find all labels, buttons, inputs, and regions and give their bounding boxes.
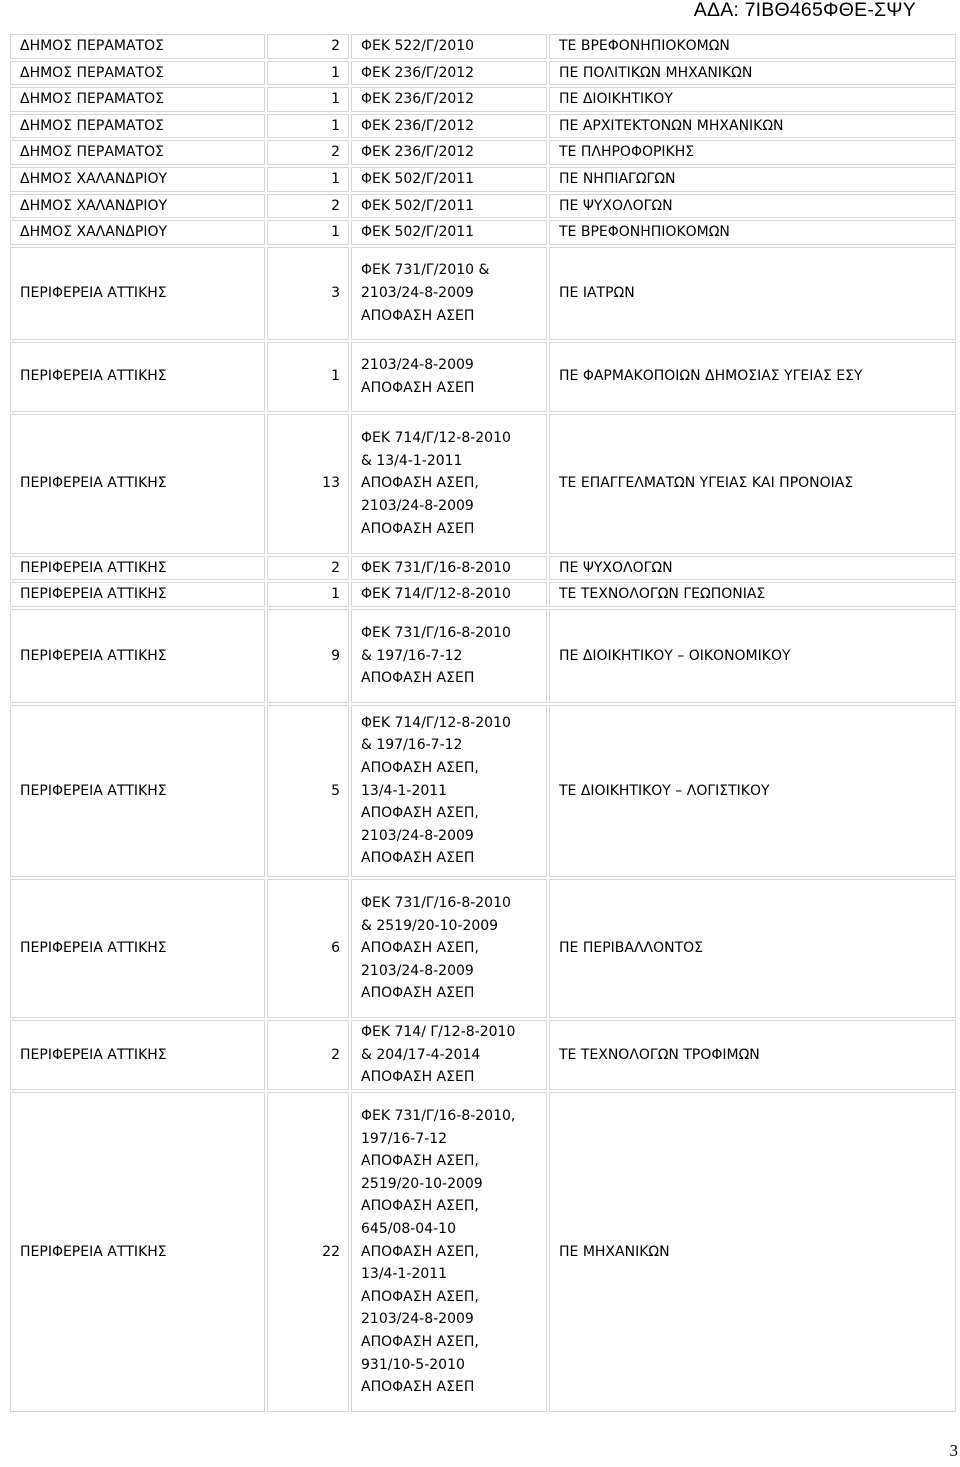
- specialty-cell: ΠΕ ΠΟΛΙΤΙΚΩΝ ΜΗΧΑΝΙΚΩΝ: [549, 61, 956, 86]
- count-cell: 6: [267, 879, 349, 1018]
- specialty-cell: ΠΕ ΜΗΧΑΝΙΚΩΝ: [549, 1092, 956, 1412]
- table-row: [10, 342, 956, 412]
- table-row: [10, 582, 956, 607]
- entity-cell: ΠΕΡΙΦΕΡΕΙΑ ΑΤΤΙΚΗΣ: [10, 879, 265, 1018]
- count-cell: 2: [267, 140, 349, 165]
- entity-cell: ΔΗΜΟΣ ΧΑΛΑΝΔΡΙΟΥ: [10, 220, 265, 245]
- entity-cell: ΔΗΜΟΣ ΧΑΛΑΝΔΡΙΟΥ: [10, 167, 265, 192]
- specialty-cell: ΤΕ ΤΕΧΝΟΛΟΓΩΝ ΤΡΟΦΙΜΩΝ: [549, 1020, 956, 1090]
- entity-cell: ΠΕΡΙΦΕΡΕΙΑ ΑΤΤΙΚΗΣ: [10, 705, 265, 877]
- table-row: [10, 114, 956, 139]
- specialty-cell: ΠΕ ΔΙΟΙΚΗΤΙΚΟΥ – ΟΙΚΟΝΟΜΙΚΟΥ: [549, 609, 956, 703]
- specialty-cell: ΤΕ ΒΡΕΦΟΝΗΠΙΟΚΟΜΩΝ: [549, 220, 956, 245]
- entity-cell: ΔΗΜΟΣ ΠΕΡΑΜΑΤΟΣ: [10, 34, 265, 59]
- reference-cell: ΦΕΚ 714/ Γ/12-8-2010 & 204/17-4-2014 ΑΠΟΦΑΣΗ ΑΣΕΠ: [351, 1020, 547, 1090]
- reference-cell: ΦΕΚ 714/Γ/12-8-2010 & 197/16-7-12 ΑΠΟΦΑΣΗ ΑΣΕΠ, 13/4-1-2011 ΑΠΟΦΑΣΗ ΑΣΕΠ, 2103/24-8-2009 ΑΠΟΦΑΣΗ ΑΣΕΠ: [351, 705, 547, 877]
- specialty-cell: ΤΕ ΒΡΕΦΟΝΗΠΙΟΚΟΜΩΝ: [549, 34, 956, 59]
- count-cell: 9: [267, 609, 349, 703]
- reference-cell: ΦΕΚ 236/Γ/2012: [351, 87, 547, 112]
- reference-cell: ΦΕΚ 236/Γ/2012: [351, 114, 547, 139]
- specialty-cell: ΠΕ ΔΙΟΙΚΗΤΙΚΟΥ: [549, 87, 956, 112]
- specialty-cell: ΤΕ ΠΛΗΡΟΦΟΡΙΚΗΣ: [549, 140, 956, 165]
- table-row: [10, 247, 956, 340]
- entity-cell: ΠΕΡΙΦΕΡΕΙΑ ΑΤΤΙΚΗΣ: [10, 609, 265, 703]
- table-row: [10, 140, 956, 165]
- table-row: [10, 705, 956, 877]
- table-row: [10, 61, 956, 86]
- entity-cell: ΠΕΡΙΦΕΡΕΙΑ ΑΤΤΙΚΗΣ: [10, 247, 265, 340]
- reference-cell: ΦΕΚ 522/Γ/2010: [351, 34, 547, 59]
- entity-cell: ΠΕΡΙΦΕΡΕΙΑ ΑΤΤΙΚΗΣ: [10, 342, 265, 412]
- count-cell: 5: [267, 705, 349, 877]
- entity-cell: ΔΗΜΟΣ ΧΑΛΑΝΔΡΙΟΥ: [10, 194, 265, 219]
- reference-cell: ΦΕΚ 236/Γ/2012: [351, 140, 547, 165]
- table-row: [10, 556, 956, 581]
- reference-cell: ΦΕΚ 731/Γ/2010 & 2103/24-8-2009 ΑΠΟΦΑΣΗ ΑΣΕΠ: [351, 247, 547, 340]
- specialty-cell: ΠΕ ΦΑΡΜΑΚΟΠΟΙΩΝ ΔΗΜΟΣΙΑΣ ΥΓΕΙΑΣ ΕΣΥ: [549, 342, 956, 412]
- reference-cell: ΦΕΚ 731/Γ/16-8-2010 & 197/16-7-12 ΑΠΟΦΑΣΗ ΑΣΕΠ: [351, 609, 547, 703]
- specialty-cell: ΠΕ ΨΥΧΟΛΟΓΩΝ: [549, 194, 956, 219]
- count-cell: 13: [267, 414, 349, 554]
- table-row: [10, 1020, 956, 1090]
- table-row: [10, 34, 956, 59]
- entity-cell: ΔΗΜΟΣ ΠΕΡΑΜΑΤΟΣ: [10, 61, 265, 86]
- count-cell: 2: [267, 556, 349, 581]
- count-cell: 3: [267, 247, 349, 340]
- count-cell: 1: [267, 167, 349, 192]
- reference-cell: ΦΕΚ 731/Γ/16-8-2010: [351, 556, 547, 581]
- entity-cell: ΠΕΡΙΦΕΡΕΙΑ ΑΤΤΙΚΗΣ: [10, 582, 265, 607]
- reference-cell: ΦΕΚ 236/Γ/2012: [351, 61, 547, 86]
- count-cell: 1: [267, 342, 349, 412]
- entity-cell: ΠΕΡΙΦΕΡΕΙΑ ΑΤΤΙΚΗΣ: [10, 556, 265, 581]
- entity-cell: ΔΗΜΟΣ ΠΕΡΑΜΑΤΟΣ: [10, 114, 265, 139]
- count-cell: 1: [267, 61, 349, 86]
- page-number: 3: [949, 1441, 958, 1460]
- positions-table: [8, 32, 958, 1414]
- specialty-cell: ΠΕ ΑΡΧΙΤΕΚΤΟΝΩΝ ΜΗΧΑΝΙΚΩΝ: [549, 114, 956, 139]
- specialty-cell: ΠΕ ΙΑΤΡΩΝ: [549, 247, 956, 340]
- specialty-cell: ΠΕ ΠΕΡΙΒΑΛΛΟΝΤΟΣ: [549, 879, 956, 1018]
- reference-cell: ΦΕΚ 502/Γ/2011: [351, 194, 547, 219]
- table-row: [10, 167, 956, 192]
- specialty-cell: ΤΕ ΔΙΟΙΚΗΤΙΚΟΥ – ΛΟΓΙΣΤΙΚΟΥ: [549, 705, 956, 877]
- entity-cell: ΠΕΡΙΦΕΡΕΙΑ ΑΤΤΙΚΗΣ: [10, 1092, 265, 1412]
- ada-code: ΑΔΑ: 7ΙΒΘ465ΦΘΕ-ΣΨΥ: [693, 0, 916, 21]
- table-row: [10, 879, 956, 1018]
- table-row: [10, 87, 956, 112]
- reference-cell: ΦΕΚ 714/Γ/12-8-2010: [351, 582, 547, 607]
- count-cell: 2: [267, 1020, 349, 1090]
- table-row: [10, 609, 956, 703]
- reference-cell: ΦΕΚ 714/Γ/12-8-2010 & 13/4-1-2011 ΑΠΟΦΑΣΗ ΑΣΕΠ, 2103/24-8-2009 ΑΠΟΦΑΣΗ ΑΣΕΠ: [351, 414, 547, 554]
- count-cell: 1: [267, 220, 349, 245]
- specialty-cell: ΤΕ ΕΠΑΓΓΕΛΜΑΤΩΝ ΥΓΕΙΑΣ ΚΑΙ ΠΡΟΝΟΙΑΣ: [549, 414, 956, 554]
- reference-cell: ΦΕΚ 731/Γ/16-8-2010, 197/16-7-12 ΑΠΟΦΑΣΗ ΑΣΕΠ, 2519/20-10-2009 ΑΠΟΦΑΣΗ ΑΣΕΠ, 645/08-04-10 ΑΠΟΦΑΣΗ ΑΣΕΠ, 13/4-1-2011 ΑΠΟΦΑΣΗ ΑΣΕΠ, 2103/24-8-2009 ΑΠΟΦΑΣΗ ΑΣΕΠ, 931/10-5-2010 ΑΠΟΦΑΣΗ ΑΣΕΠ: [351, 1092, 547, 1412]
- entity-cell: ΔΗΜΟΣ ΠΕΡΑΜΑΤΟΣ: [10, 140, 265, 165]
- count-cell: 1: [267, 87, 349, 112]
- count-cell: 22: [267, 1092, 349, 1412]
- entity-cell: ΠΕΡΙΦΕΡΕΙΑ ΑΤΤΙΚΗΣ: [10, 414, 265, 554]
- table-row: [10, 220, 956, 245]
- specialty-cell: ΠΕ ΨΥΧΟΛΟΓΩΝ: [549, 556, 956, 581]
- specialty-cell: ΤΕ ΤΕΧΝΟΛΟΓΩΝ ΓΕΩΠΟΝΙΑΣ: [549, 582, 956, 607]
- entity-cell: ΠΕΡΙΦΕΡΕΙΑ ΑΤΤΙΚΗΣ: [10, 1020, 265, 1090]
- reference-cell: 2103/24-8-2009 ΑΠΟΦΑΣΗ ΑΣΕΠ: [351, 342, 547, 412]
- entity-cell: ΔΗΜΟΣ ΠΕΡΑΜΑΤΟΣ: [10, 87, 265, 112]
- count-cell: 1: [267, 114, 349, 139]
- reference-cell: ΦΕΚ 502/Γ/2011: [351, 220, 547, 245]
- count-cell: 2: [267, 34, 349, 59]
- reference-cell: ΦΕΚ 502/Γ/2011: [351, 167, 547, 192]
- specialty-cell: ΠΕ ΝΗΠΙΑΓΩΓΩΝ: [549, 167, 956, 192]
- table-row: [10, 194, 956, 219]
- count-cell: 1: [267, 582, 349, 607]
- count-cell: 2: [267, 194, 349, 219]
- table-row: [10, 1092, 956, 1412]
- table-row: [10, 414, 956, 554]
- reference-cell: ΦΕΚ 731/Γ/16-8-2010 & 2519/20-10-2009 ΑΠΟΦΑΣΗ ΑΣΕΠ, 2103/24-8-2009 ΑΠΟΦΑΣΗ ΑΣΕΠ: [351, 879, 547, 1018]
